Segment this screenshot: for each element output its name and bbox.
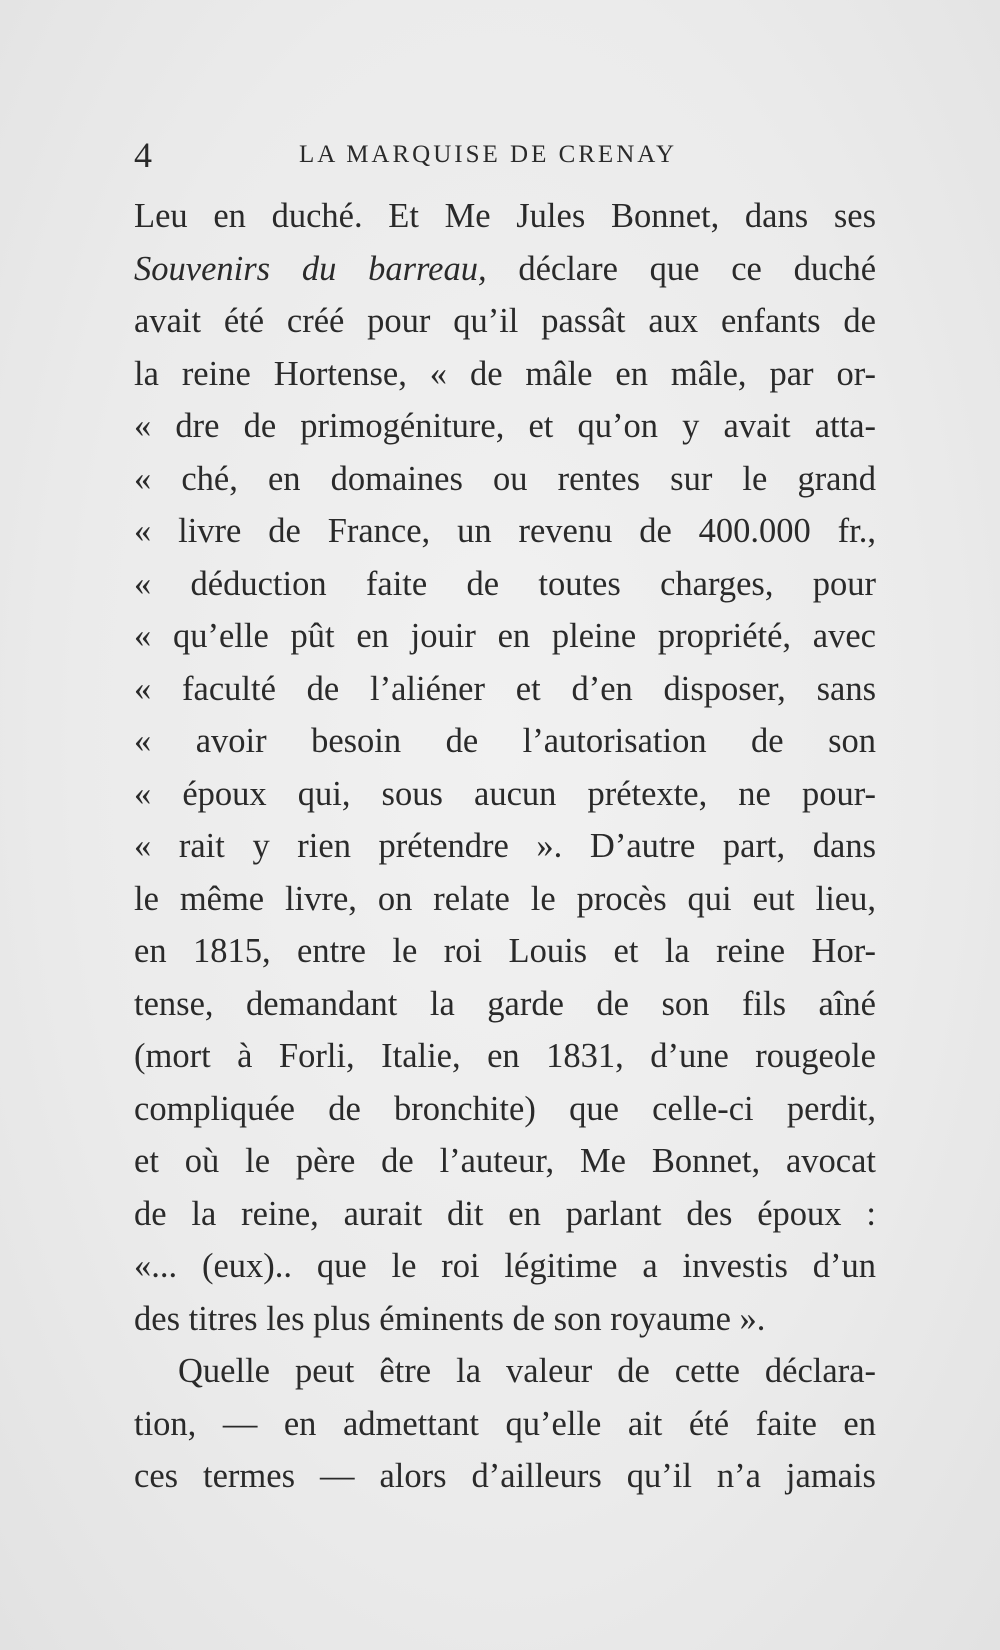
paragraph-1 xyxy=(134,190,876,1345)
text-line: « livre de France, un revenu de 400.000 fr., xyxy=(134,512,876,550)
page-number: 4 xyxy=(134,135,152,175)
text-line: « déduction faite de toutes charges, pour xyxy=(134,564,876,603)
paragraph-2 xyxy=(134,1345,876,1503)
text-line: de la reine, aurait dit en parlant des époux : xyxy=(134,1194,876,1233)
text-line: compliquée de bronchite) que celle-ci perdit, xyxy=(134,1089,876,1128)
text-line: tense, demandant la garde de son fils aîné xyxy=(134,984,876,1023)
text-line: Leu en duché. Et Me Jules Bonnet, dans ses xyxy=(134,197,876,235)
text-line: « ché, en domaines ou rentes sur le grand xyxy=(134,459,876,498)
text-line: «... (eux).. que le roi légitime a investis d’un xyxy=(134,1247,876,1285)
text-line: « époux qui, sous aucun prétexte, ne pour- xyxy=(134,774,876,813)
text-line: (mort à Forli, Italie, en 1831, d’une rougeole xyxy=(134,1037,876,1075)
text-line: le même livre, on relate le procès qui eut lieu, xyxy=(134,879,876,918)
text-line: « faculté de l’aliéner et d’en disposer, sans xyxy=(134,669,876,708)
text-line: Quelle peut être la valeur de cette déclara- xyxy=(178,1352,876,1390)
running-head xyxy=(134,130,876,180)
text-line: « qu’elle pût en jouir en pleine propriété, avec xyxy=(134,617,876,655)
text-line: « dre de primogéniture, et qu’on y avait atta- xyxy=(134,407,876,445)
text-line: ces termes — alors d’ailleurs qu’il n’a jamais xyxy=(134,1457,876,1495)
text-line: et où le père de l’auteur, Me Bonnet, avocat xyxy=(134,1142,876,1180)
body-text xyxy=(134,190,876,1503)
running-title: LA MARQUISE DE CRENAY xyxy=(299,141,678,168)
text-line: en 1815, entre le roi Louis et la reine Hor- xyxy=(134,932,876,970)
text-line: tion, — en admettant qu’elle ait été faite en xyxy=(134,1404,876,1443)
text-line: la reine Hortense, « de mâle en mâle, par or- xyxy=(134,354,876,393)
text-line: avait été créé pour qu’il passât aux enfants de xyxy=(134,302,876,340)
text-line: des titres les plus éminents de son royaume ». xyxy=(134,1299,766,1338)
text-line: Souvenirs du barreau, déclare que ce duché xyxy=(134,249,877,288)
text-line: « avoir besoin de l’autorisation de son xyxy=(134,722,876,760)
text-line: « rait y rien prétendre ». D’autre part, dans xyxy=(134,827,876,865)
